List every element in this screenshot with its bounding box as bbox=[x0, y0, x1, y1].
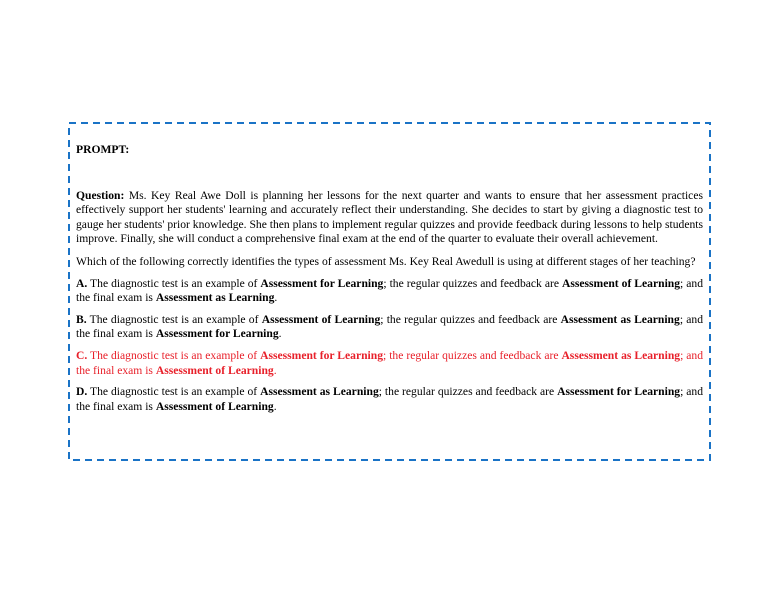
option-text: ; and the final exam is bbox=[76, 385, 703, 413]
option-text: ; and the final exam is bbox=[76, 348, 703, 377]
option-b bbox=[76, 313, 703, 342]
option-term: Assessment as Learning bbox=[560, 312, 680, 326]
question-ask: Which of the following correctly identifies the types of assessment Ms. Key Real Awedull is using at different stages of her teaching? bbox=[76, 254, 696, 268]
option-letter: A. bbox=[76, 276, 88, 290]
option-term: Assessment of Learning bbox=[155, 363, 274, 377]
option-letter: C. bbox=[76, 348, 88, 362]
option-letter: B. bbox=[76, 312, 87, 326]
option-text: . bbox=[273, 399, 277, 413]
option-text: ; the regular quizzes and feedback are bbox=[378, 385, 558, 399]
option-d bbox=[76, 385, 703, 414]
option-letter: D. bbox=[76, 385, 88, 399]
option-text: . bbox=[273, 363, 277, 377]
question-text: Ms. Key Real Awe Doll is planning her lessons for the next quarter and wants to ensure that her assessment practices effectively support her students' learning and accurately reflect their understanding. She decides to start by giving a diagnostic test to gauge her students' prior knowledge. She then plans to implement regular quizzes and provide feedback during lessons to help students improve. Finally, she will conduct a comprehensive final exam at the end of the quarter to evaluate their overall achievement. bbox=[76, 188, 703, 246]
option-term: Assessment of Learning bbox=[155, 399, 274, 413]
option-text: The diagnostic test is an example of bbox=[87, 276, 261, 290]
question-paragraph bbox=[76, 189, 703, 247]
option-text: The diagnostic test is an example of bbox=[86, 312, 262, 326]
option-term: Assessment as Learning bbox=[260, 385, 379, 399]
option-term: Assessment of Learning bbox=[261, 312, 381, 326]
option-text: . bbox=[278, 327, 282, 341]
option-text: ; and the final exam is bbox=[76, 276, 703, 305]
option-term: Assessment for Learning bbox=[260, 276, 384, 290]
option-term: Assessment as Learning bbox=[155, 291, 275, 305]
option-term: Assessment for Learning bbox=[557, 385, 681, 399]
option-term: Assessment of Learning bbox=[561, 276, 681, 290]
option-text: ; and the final exam is bbox=[76, 312, 704, 341]
option-text: The diagnostic test is an example of bbox=[87, 348, 261, 362]
prompt-label: PROMPT: bbox=[76, 143, 130, 156]
option-c-correct bbox=[76, 349, 703, 378]
option-a bbox=[76, 277, 703, 306]
document-content bbox=[76, 143, 703, 414]
option-term: Assessment for Learning bbox=[155, 327, 279, 341]
option-text: The diagnostic test is an example of bbox=[87, 385, 261, 399]
option-text: ; the regular quizzes and feedback are bbox=[383, 276, 562, 290]
option-text: . bbox=[274, 291, 278, 305]
option-term: Assessment as Learning bbox=[561, 348, 681, 362]
question-label: Question: bbox=[76, 188, 125, 202]
option-text: ; the regular quizzes and feedback are bbox=[380, 312, 561, 326]
option-text: ; the regular quizzes and feedback are bbox=[383, 348, 562, 362]
option-term: Assessment for Learning bbox=[260, 348, 384, 362]
